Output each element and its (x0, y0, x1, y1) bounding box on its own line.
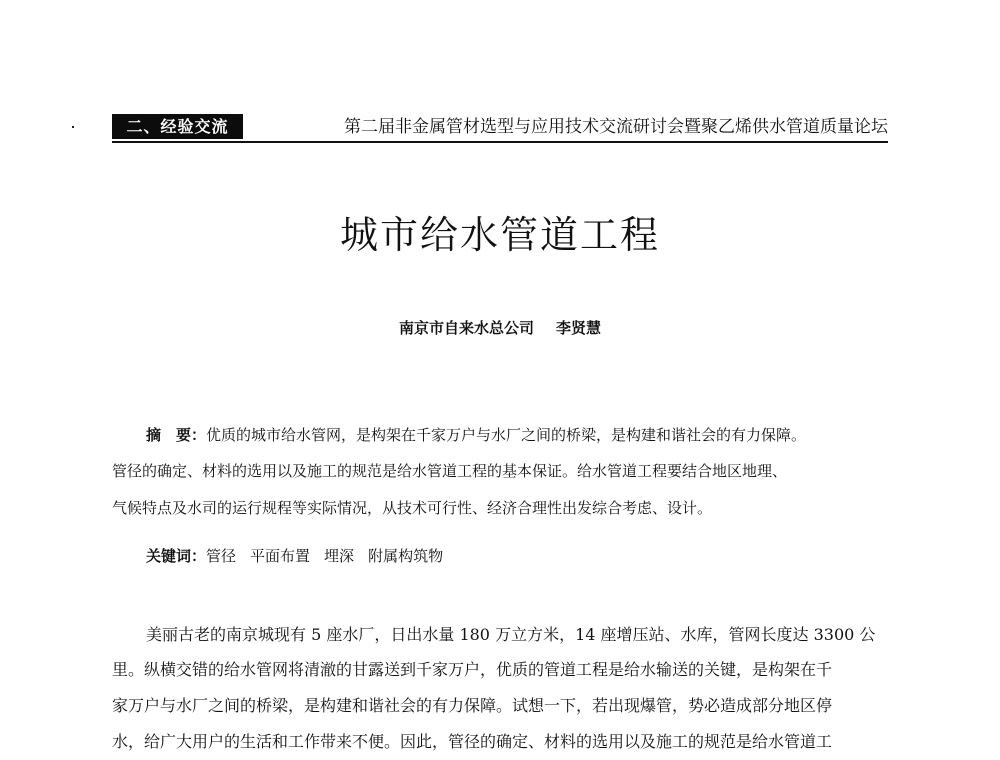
keyword: 管径 (206, 547, 237, 565)
keyword: 平面布置 (250, 547, 311, 565)
body-line: 家万户与水厂之间的桥梁，是构建和谐社会的有力保障。试想一下，若出现爆管，势必造成部分地区停 (112, 696, 833, 715)
section-label: 二、经验交流 (112, 114, 243, 139)
running-header (112, 114, 888, 144)
body-line: 美丽古老的南京城现有 5 座水厂，日出水量 180 万立方米，14 座增压站、水库，管网长度达 3300 公 (146, 625, 876, 644)
header-rule (112, 141, 888, 143)
body-line: 水，给广大用户的生活和工作带来不便。因此，管径的确定、材料的选用以及施工的规范是给水管道工 (112, 732, 833, 751)
keyword: 附属构筑物 (368, 547, 444, 565)
author-line (0, 318, 1000, 338)
keywords (146, 545, 888, 567)
paper-title: 城市给水管道工程 (339, 213, 660, 257)
conference-title: 第二届非金属管材选型与应用技术交流研讨会暨聚乙烯供水管道质量论坛 (344, 117, 888, 137)
affiliation: 南京市自来水总公司 (398, 319, 534, 337)
abstract-label: 摘 要： (146, 426, 207, 444)
body-line: 里。纵横交错的给水管网将清澈的甘露送到千家万户，优质的管道工程是给水输送的关键，是构架在千 (112, 660, 833, 679)
abstract-line: 管径的确定、材料的选用以及施工的规范是给水管道工程的基本保证。给水管道工程要结合地区地理、 (112, 462, 788, 480)
abstract-text: 优质的城市给水管网，是构架在千家万户与水厂之间的桥梁，是构建和谐社会的有力保障。 (206, 426, 807, 444)
author-name: 李贤慧 (556, 319, 602, 337)
keyword: 埋深 (324, 547, 355, 565)
scan-speck (72, 126, 74, 128)
abstract-line (146, 424, 888, 446)
keywords-label: 关键词： (146, 547, 207, 565)
abstract-line: 气候特点及水司的运行规程等实际情况，从技术可行性、经济合理性出发综合考虑、设计。 (112, 499, 713, 517)
